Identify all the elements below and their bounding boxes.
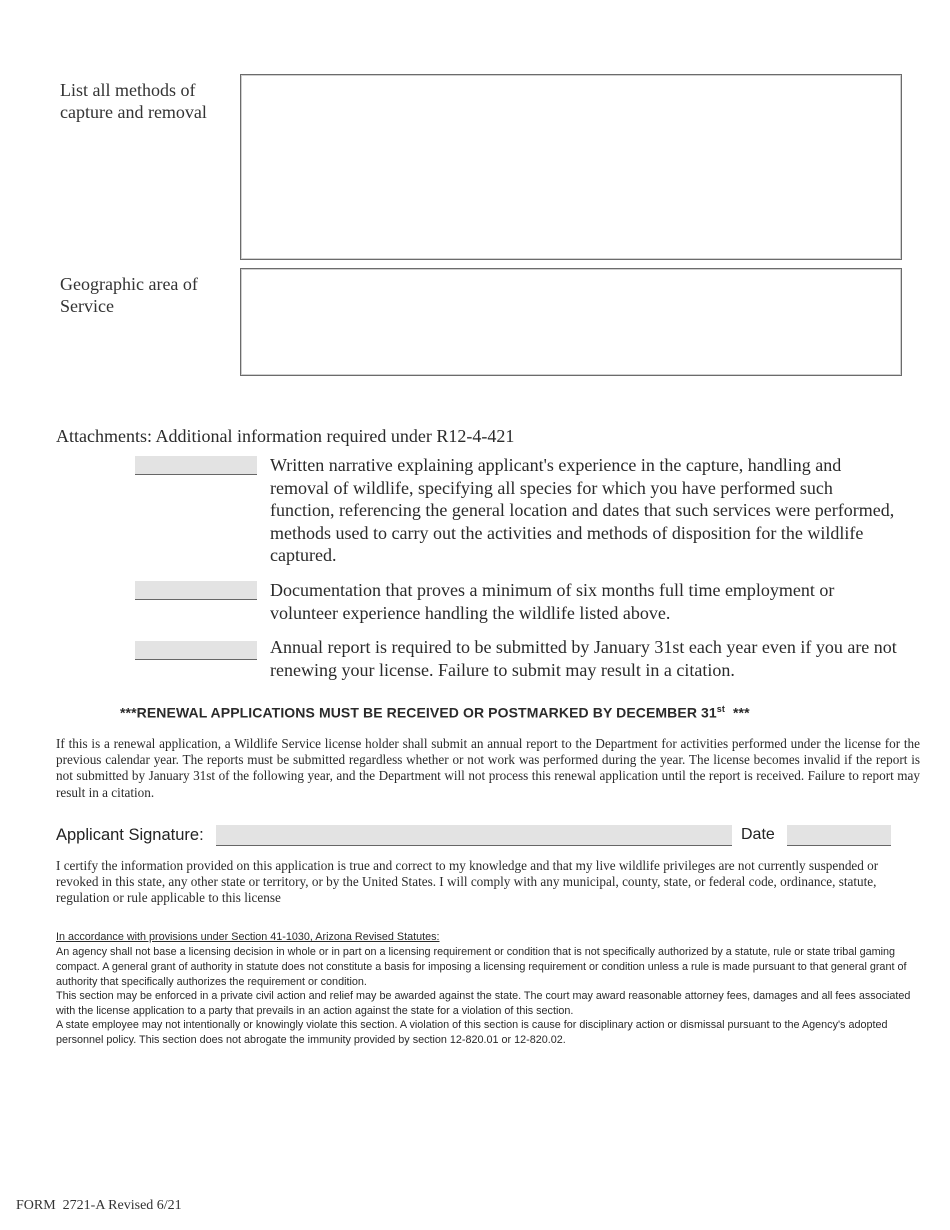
attachment-item-annual-report: Annual report is required to be submitted by January 31st each year even if you are not renewing your license. Failure to submit may result in a citation.	[270, 637, 897, 680]
renewal-paragraph: If this is a renewal application, a Wildlife Service license holder shall submit an annual report to the Department for activities performed under the license for the previous calendar year. The reports must be submitted regardless whether or not work was performed during the year. The license becomes invalid if the report is not submitted by January 31st of the following year, and the Department will not process this renewal application until the report is received. Failure to report may result in a citation.	[56, 736, 920, 800]
date-input[interactable]	[787, 825, 891, 846]
methods-label: List all methods of capture and removal	[60, 80, 207, 122]
legal-paragraph-2: This section may be enforced in a private civil action and relief may be awarded against the state. The court may award reasonable attorney fees, damages and all fees associated with the license application to a party that prevails in an action against the state for a violation of this section.	[56, 990, 911, 1017]
legal-heading: In accordance with provisions under Section 41-1030, Arizona Revised Statutes:	[56, 931, 440, 943]
attachment-item-documentation: Documentation that proves a minimum of six months full time employment or volunteer experience handling the wildlife listed above.	[270, 580, 835, 623]
certification-statement: I certify the information provided on this application is true and correct to my knowledge and that my live wildlife privileges are not currently suspended or revoked in this state, any other state or territory, or by the United States. I will comply with any municipal, county, state, or federal code, ordinance, statute, regulation or rule applicable to this license	[56, 858, 879, 906]
signature-input[interactable]	[216, 825, 732, 846]
signature-label: Applicant Signature:	[56, 826, 204, 844]
area-input[interactable]	[240, 268, 902, 376]
date-label: Date	[741, 826, 775, 843]
legal-paragraph-1: An agency shall not base a licensing decision in whole or in part on a licensing requirement or condition that is not specifically authorized by a statute, rule or state tribal gaming compact. A general grant of authority in statute does not constitute a basis for imposing a licensing requirement or condition unless a rule is made pursuant to that general grant of authority that specifically authorizes the requirement or condition.	[56, 946, 907, 988]
methods-input[interactable]	[240, 74, 902, 260]
form-id: FORM 2721-A Revised 6/21	[16, 1198, 182, 1213]
attachment-checkbox-narrative[interactable]	[135, 456, 257, 475]
renewal-notice: ***RENEWAL APPLICATIONS MUST BE RECEIVED OR POSTMARKED BY DECEMBER 31st ***	[120, 704, 750, 721]
attachments-heading: Attachments: Additional information required under R12-4-421	[56, 426, 515, 446]
area-label: Geographic area of Service	[60, 274, 198, 316]
attachment-checkbox-annual-report[interactable]	[135, 641, 257, 660]
legal-paragraph-3: A state employee may not intentionally or knowingly violate this section. A violation of this section is cause for disciplinary action or dismissal pursuant to the Agency's adopted personnel policy. This section does not abrogate the immunity provided by section 12-820.01 or 12-820.02.	[56, 1019, 888, 1046]
attachment-item-narrative: Written narrative explaining applicant's experience in the capture, handling and removal of wildlife, specifying all species for which you have performed such function, referencing the general location and dates that such services were performed, methods used to carry out the activities and methods of disposition for the wildlife captured.	[270, 455, 895, 565]
attachment-checkbox-documentation[interactable]	[135, 581, 257, 600]
